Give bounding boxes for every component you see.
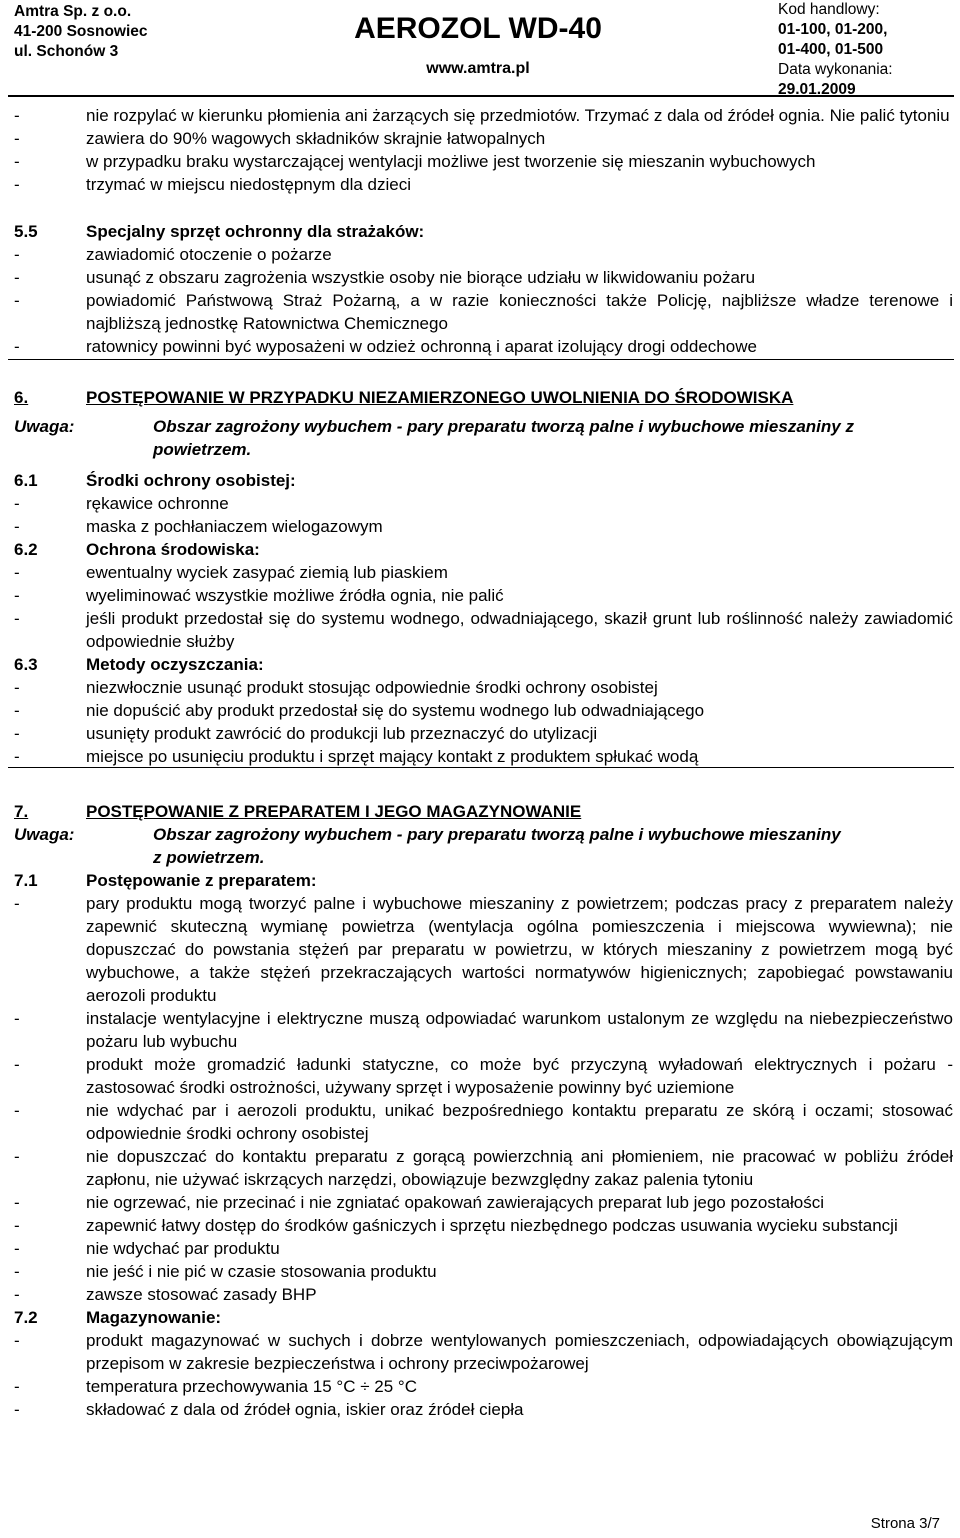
list-item: - w przypadku braku wystarczającej wentylacji możliwe jest tworzenie się mieszanin wybuchowych bbox=[14, 152, 816, 171]
list-item: - nie wdychać par produktu bbox=[14, 1239, 280, 1258]
list-item: - zapewnić łatwy dostęp do środków gaśniczych i sprzętu niezbędnego podczas usuwania wycieku substancji bbox=[14, 1216, 898, 1235]
warning-note: Uwaga: Obszar zagrożony wybuchem - pary preparatu tworzą palne i wybuchowe mieszaniny z powietrzem. bbox=[14, 825, 841, 867]
list-item: - zawiera do 90% wagowych składników skrajnie łatwopalnych bbox=[14, 129, 546, 148]
date-label: Data wykonania: bbox=[778, 61, 893, 78]
website: www.amtra.pl bbox=[426, 60, 530, 77]
list-item: - zawsze stosować zasady BHP bbox=[14, 1285, 317, 1304]
list-item: - nie dopuścić aby produkt przedostał się do systemu wodnego lub odwadniającego bbox=[14, 701, 705, 720]
list-item: - nie wdychać par i aerozoli produktu, unikać bezpośredniego kontaktu preparatu ze skórą i oczami; stosować odpowiednie środki ochrony osobistej bbox=[14, 1101, 953, 1143]
company-city: 41-200 Sosnowiec bbox=[14, 23, 148, 40]
list-item: - ewentualny wyciek zasypać ziemią lub piaskiem bbox=[14, 563, 448, 582]
list-item: - wyeliminować wszystkie możliwe źródła ognia, nie palić bbox=[14, 586, 504, 605]
list-item: - niezwłocznie usunąć produkt stosując odpowiednie środki ochrony osobistej bbox=[14, 678, 658, 697]
section-heading: 7. POSTĘPOWANIE Z PREPARATEM I JEGO MAGAZYNOWANIE bbox=[14, 802, 582, 821]
list-item: - usunąć z obszaru zagrożenia wszystkie osoby nie biorące udziału w likwidowaniu pożaru bbox=[14, 268, 756, 287]
subsection-heading: 7.2 Magazynowanie: bbox=[14, 1308, 222, 1327]
subsection-heading: 6.1 Środki ochrony osobistej: bbox=[14, 471, 296, 490]
code-label: Kod handlowy: bbox=[778, 1, 880, 18]
list-item: - instalacje wentylacyjne i elektryczne muszą odpowiadać warunkom ustalonym ze względu na niebezpieczeństwo pożaru lub wybuchu bbox=[14, 1009, 953, 1051]
list-item: - maska z pochłaniaczem wielogazowym bbox=[14, 517, 383, 536]
list-item: - produkt może gromadzić ładunki statyczne, co może być przyczyną wyładowań elektrycznych i pożaru - zastosować środki ostrożności, używany sprzęt i wyposażenie powinny być uziemione bbox=[14, 1055, 953, 1097]
list-item: - rękawice ochronne bbox=[14, 494, 229, 513]
code-date-block bbox=[778, 0, 893, 100]
section-heading: 5.5 Specjalny sprzęt ochronny dla strażaków: bbox=[14, 222, 425, 241]
code-values-2: 01-400, 01-500 bbox=[778, 41, 884, 58]
list-item: - trzymać w miejscu niedostępnym dla dzieci bbox=[14, 175, 412, 194]
section-6 bbox=[8, 386, 953, 768]
page-header bbox=[8, 0, 954, 97]
list-item: - nie dopuszczać do kontaktu preparatu z gorącą powierzchnią ani płomieniem, nie pracować w pobliżu źródeł zapłonu, nie używać iskrzących narzędzi, obowiązuje bezwzględny zakaz palenia tytoniu bbox=[14, 1147, 953, 1189]
section-7 bbox=[8, 800, 953, 1421]
list-item: - pary produktu mogą tworzyć palne i wybuchowe mieszaniny z powietrzem; podczas pracy z preparatem należy zapewnić skuteczną wymianę powietrza (wentylacja ogólna pomieszczenia i miejscowa wywiewna); nie dopuszczać do powstania stężeń par preparatu w powietrzu, w których mieszaniny z powietrzem mogą być wybuchowe, a także stężeń przekraczających wartości normatywów higienicznych; zapobiegać powstawaniu aerozoli produktu bbox=[14, 894, 953, 1005]
warning-note: Uwaga: Obszar zagrożony wybuchem - pary preparatu tworzą palne i wybuchowe mieszaniny z powietrzem. bbox=[14, 417, 854, 459]
list-item: - jeśli produkt przedostał się do systemu wodnego, odwadniającego, skaził grunt lub roślinność należy zawiadomić odpowiednie służby bbox=[14, 609, 953, 651]
date-value: 29.01.2009 bbox=[778, 81, 856, 98]
divider bbox=[8, 767, 954, 768]
document-title-block bbox=[308, 0, 648, 78]
divider bbox=[8, 359, 954, 360]
document-title: AEROZOL WD-40 bbox=[354, 12, 602, 45]
list-item: - powiadomić Państwową Straż Pożarną, a w razie konieczności także Policję, najbliższe władze terenowe i najbliższą jednostkę Ratownictwa Chemicznego bbox=[14, 291, 953, 333]
list-item: - zawiadomić otoczenie o pożarze bbox=[14, 245, 332, 264]
list-item: - temperatura przechowywania 15 °C ÷ 25 °C bbox=[14, 1377, 417, 1396]
page-number: Strona 3/7 bbox=[870, 1515, 940, 1532]
company-block bbox=[14, 2, 148, 62]
subsection-heading: 7.1 Postępowanie z preparatem: bbox=[14, 871, 317, 890]
code-values-1: 01-100, 01-200, bbox=[778, 21, 888, 38]
list-item: - nie rozpylać w kierunku płomienia ani żarzących się przedmiotów. Trzymać z dala od źródeł ognia. Nie palić tytoniu bbox=[14, 106, 950, 125]
section-5-5 bbox=[8, 220, 953, 358]
company-street: ul. Schonów 3 bbox=[14, 43, 119, 60]
list-item: - nie ogrzewać, nie przecinać i nie zgniatać opakowań zawierających preparat lub jego pozostałości bbox=[14, 1193, 825, 1212]
section-heading: 6. POSTĘPOWANIE W PRZYPADKU NIEZAMIERZONEGO UWOLNIENIA DO ŚRODOWISKA bbox=[14, 388, 794, 407]
company-name: Amtra Sp. z o.o. bbox=[14, 3, 132, 20]
list-item: - miejsce po usunięciu produktu i sprzęt mający kontakt z produktem spłukać wodą bbox=[14, 747, 699, 766]
list-item: - usunięty produkt zawrócić do produkcji lub przeznaczyć do utylizacji bbox=[14, 724, 598, 743]
list-item: - nie jeść i nie pić w czasie stosowania produktu bbox=[14, 1262, 437, 1281]
continuation-bullets bbox=[8, 104, 953, 196]
list-item: - produkt magazynować w suchych i dobrze wentylowanych pomieszczeniach, odpowiadających obowiązującym przepisom w zakresie bezpieczeństwa i ochrony przeciwpożarowej bbox=[14, 1331, 953, 1373]
subsection-heading: 6.3 Metody oczyszczania: bbox=[14, 655, 264, 674]
list-item: - ratownicy powinni być wyposażeni w odzież ochronną i aparat izolujący drogi oddechowe bbox=[14, 337, 757, 356]
list-item: - składować z dala od źródeł ognia, iskier oraz źródeł ciepła bbox=[14, 1400, 524, 1419]
subsection-heading: 6.2 Ochrona środowiska: bbox=[14, 540, 260, 559]
